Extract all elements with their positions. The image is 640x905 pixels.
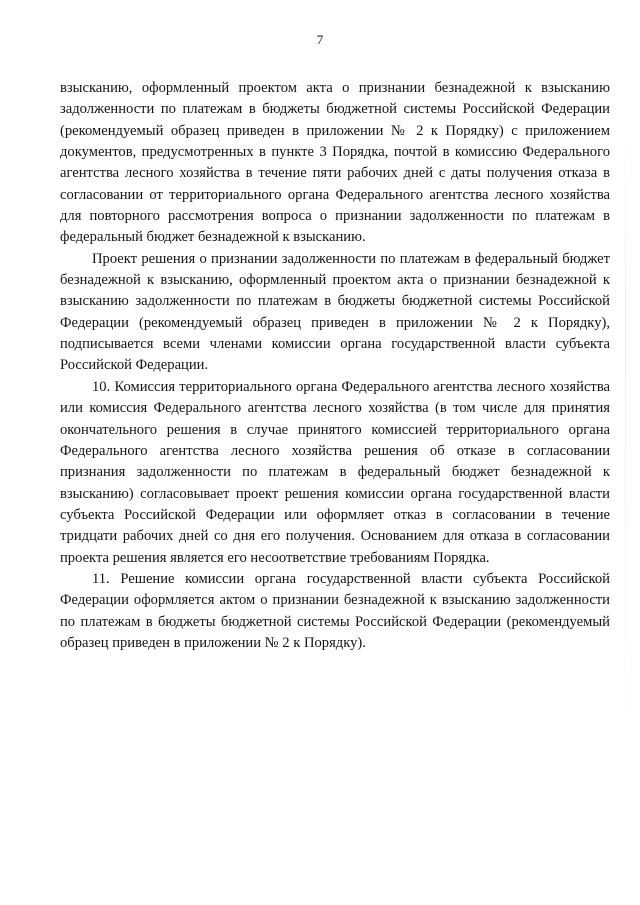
paragraph-continuation: взысканию, оформленный проектом акта о признании безнадежной к взысканию задолженности по платежам в бюджеты бюджетной системы Российской Федерации (рекомендуемый образец приведен в приложении № 2 к Порядку) с приложением документов, предусмотренных в пункте 3 Порядка, почтой в комиссию Федерального агентства лесного хозяйства в течение пяти рабочих дней с даты получения отказа в согласовании от территориального органа Федерального агентства лесного хозяйства для повторного рассмотрения вопроса о признании задолженности по платежам в федеральный бюджет безнадежной к взысканию. (60, 80, 610, 246)
scan-edge-shadow (625, 120, 626, 760)
paragraph-project-decision: Проект решения о признании задолженности по платежам в федеральный бюджет безнадежной к взысканию, оформленный проектом акта о признании безнадежной к взысканию задолженности по платежам в бюджеты бюджетной системы Российской Федерации (рекомендуемый образец приведен в приложении № 2 к Порядку), подписывается всеми членами комиссии органа государственной власти субъекта Российской Федерации. (60, 250, 610, 374)
paragraph-item-10: 10. Комиссия территориального органа Федерального агентства лесного хозяйства или комиссия Федерального агентства лесного хозяйства (в том числе для принятия окончательного решения в случае принятого комиссией территориального органа Федерального агентства лесного хозяйства решения об отказе в согласовании признания задолженности по платежам в федеральный бюджет безнадежной к взысканию) согласовывает проект решения комиссии органа государственной власти субъекта Российской Федерации или оформляет отказ в согласовании в течение тридцати рабочих дней со дня его получения. Основанием для отказа в согласовании проекта решения является его несоответствие требованиям Порядка. (60, 378, 610, 566)
paragraph-item-11: 11. Решение комиссии органа государственной власти субъекта Российской Федерации оформляется актом о признании безнадежной к взысканию задолженности по платежам в бюджеты бюджетной системы Российской Федерации (рекомендуемый образец приведен в приложении № 2 к Порядку). (60, 570, 610, 651)
document-body (60, 78, 610, 654)
page-number: 7 (316, 32, 324, 47)
